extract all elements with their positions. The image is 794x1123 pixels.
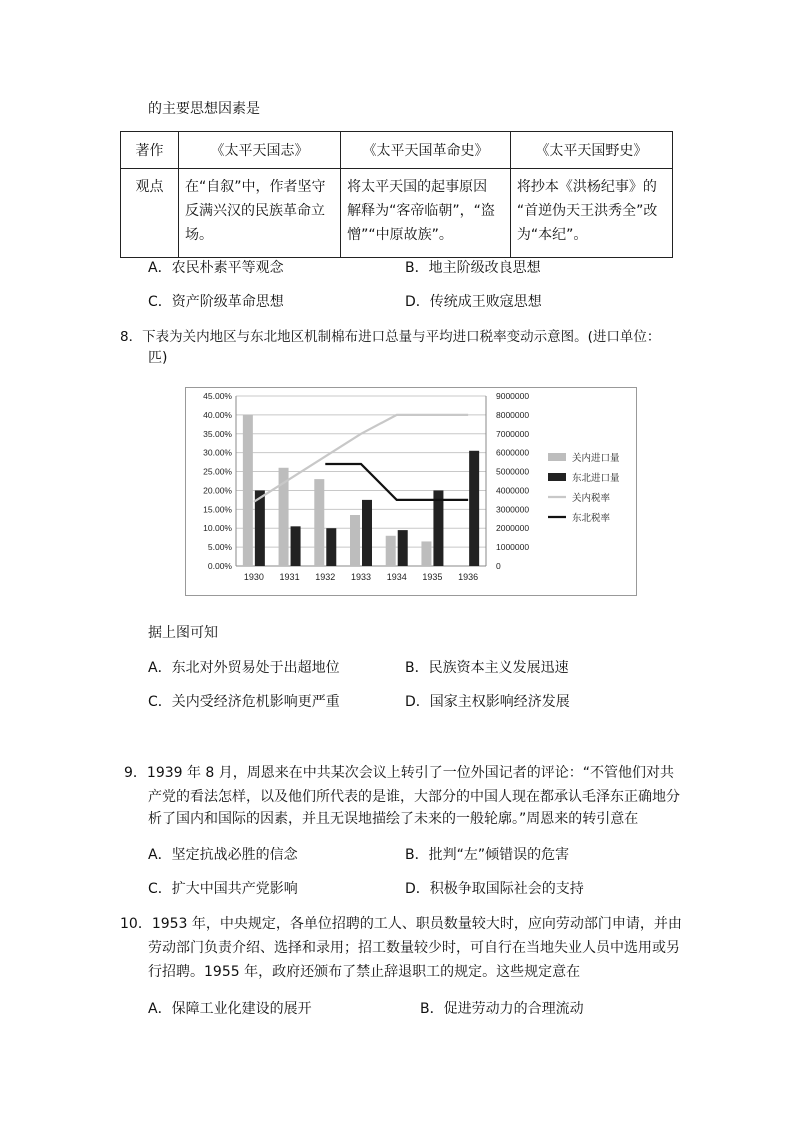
q8-stem-line2: 匹) bbox=[148, 350, 168, 366]
table-row bbox=[121, 169, 673, 258]
x-tick-label: 1931 bbox=[279, 572, 300, 582]
left-axis-tick-label: 40.00% bbox=[203, 409, 232, 420]
q9-option-d: D．积极争取国际社会的支持 bbox=[405, 881, 584, 897]
legend-label: 东北进口量 bbox=[572, 473, 620, 484]
q9-option-b: B．批判“左”倾错误的危害 bbox=[405, 847, 570, 863]
table-header-cell: 《太平天国志》 bbox=[179, 132, 341, 169]
bar-东北进口量 bbox=[469, 451, 479, 566]
right-axis-tick-label: 1000000 bbox=[496, 542, 530, 553]
x-tick-label: 1934 bbox=[386, 572, 407, 582]
left-axis-tick-label: 25.00% bbox=[203, 466, 232, 477]
table-row bbox=[121, 132, 673, 169]
q7-option-c: C．资产阶级革命思想 bbox=[148, 294, 284, 310]
bar-东北进口量 bbox=[326, 528, 336, 566]
left-axis-tick-label: 45.00% bbox=[203, 391, 232, 401]
left-axis-tick-label: 35.00% bbox=[203, 428, 232, 439]
bar-东北进口量 bbox=[433, 490, 443, 566]
right-axis-tick-label: 7000000 bbox=[496, 428, 530, 439]
bar-关内进口量 bbox=[314, 479, 324, 566]
left-axis-tick-label: 5.00% bbox=[207, 542, 232, 553]
right-axis-tick-label: 6000000 bbox=[496, 447, 530, 458]
table-header-cell: 著作 bbox=[121, 132, 179, 169]
right-axis-tick-label: 4000000 bbox=[496, 485, 530, 496]
bar-东北进口量 bbox=[255, 490, 265, 566]
bar-关内进口量 bbox=[350, 515, 360, 566]
q7-option-d: D．传统成王败寇思想 bbox=[405, 294, 542, 310]
legend-label: 关内税率 bbox=[572, 493, 611, 504]
legend-swatch bbox=[548, 473, 566, 481]
x-tick-label: 1935 bbox=[422, 572, 443, 582]
cell-line: 场。 bbox=[185, 227, 213, 243]
row-label: 观点 bbox=[121, 169, 179, 258]
q7-stem-tail: 的主要思想因素是 bbox=[148, 101, 260, 117]
table-header-cell: 《太平天国野史》 bbox=[510, 132, 672, 169]
q8-stem-line1: 8．下表为关内地区与东北地区机制棉布进口总量与平均进口税率变动示意图。(进口单位： bbox=[120, 329, 661, 345]
table-cell bbox=[341, 169, 511, 258]
x-tick-label: 1933 bbox=[350, 572, 372, 582]
q10-stem-line1: 10．1953 年，中央规定，各单位招聘的工人、职员数量较大时，应向劳动部门申请，并由 bbox=[120, 916, 682, 932]
right-axis-tick-label: 5000000 bbox=[496, 466, 530, 477]
table-cell bbox=[179, 169, 341, 258]
q7-option-a: A．农民朴素平等观念 bbox=[148, 260, 284, 276]
q9-stem-line2: 产党的看法怎样，以及他们所代表的是谁，大部分的中国人现在都承认毛泽东正确地分 bbox=[148, 789, 680, 805]
right-axis-tick-label: 0 bbox=[496, 561, 501, 571]
q9-option-c: C．扩大中国共产党影响 bbox=[148, 881, 298, 897]
table-header-cell: 《太平天国革命史》 bbox=[341, 132, 511, 169]
legend-label: 东北税率 bbox=[572, 513, 611, 524]
table-cell bbox=[510, 169, 672, 258]
bar-东北进口量 bbox=[398, 530, 408, 566]
legend-swatch bbox=[548, 453, 566, 461]
cell-line: “首逆伪天王洪秀全”改 bbox=[516, 203, 658, 219]
q8-option-a: A．东北对外贸易处于出超地位 bbox=[148, 660, 340, 676]
cell-line: 在“自叙”中，作者坚守 bbox=[185, 179, 326, 195]
import-chart bbox=[185, 387, 637, 596]
q10-option-b: B．促进劳动力的合理流动 bbox=[420, 1001, 584, 1017]
chart-svg bbox=[186, 388, 636, 595]
left-axis-tick-label: 10.00% bbox=[203, 523, 232, 534]
q9-option-a: A．坚定抗战必胜的信念 bbox=[148, 847, 298, 863]
legend-label: 关内进口量 bbox=[572, 453, 620, 464]
q9-stem-line3: 析了国内和国际的因素，并且无误地描绘了未来的一般轮廓。”周恩来的转引意在 bbox=[148, 811, 639, 827]
bar-关内进口量 bbox=[243, 415, 253, 566]
q8-option-c: C．关内受经济危机影响更严重 bbox=[148, 694, 340, 710]
x-tick-label: 1930 bbox=[243, 572, 264, 582]
q9-stem-line1: 9．1939 年 8 月，周恩来在中共某次会议上转引了一位外国记者的评论：“不管他们对共 bbox=[124, 765, 675, 781]
q10-option-a: A．保障工业化建设的展开 bbox=[148, 1001, 312, 1017]
cell-line: 解释为“客帝临朝”，“盗 bbox=[347, 203, 495, 219]
bar-东北进口量 bbox=[291, 526, 301, 566]
q8-after-chart: 据上图可知 bbox=[148, 625, 218, 641]
q10-stem-line2: 劳动部门负责介绍、选择和录用；招工数量较少时，可自行在当地失业人员中选用或另 bbox=[148, 940, 680, 956]
bar-关内进口量 bbox=[421, 541, 431, 566]
bar-东北进口量 bbox=[362, 500, 372, 566]
left-axis-tick-label: 20.00% bbox=[203, 485, 232, 496]
q7-table bbox=[120, 131, 673, 258]
q10-stem-line3: 行招聘。1955 年，政府还颁布了禁止辞退职工的规定。这些规定意在 bbox=[148, 964, 581, 980]
line-东北税率 bbox=[325, 464, 468, 500]
x-tick-label: 1936 bbox=[458, 572, 479, 582]
q8-option-d: D．国家主权影响经济发展 bbox=[405, 694, 570, 710]
bar-关内进口量 bbox=[386, 536, 396, 566]
cell-line: 憎”“中原故族”。 bbox=[347, 227, 453, 243]
left-axis-tick-label: 30.00% bbox=[203, 447, 232, 458]
right-axis-tick-label: 3000000 bbox=[496, 504, 530, 515]
right-axis-tick-label: 9000000 bbox=[496, 391, 530, 401]
cell-line: 为“本纪”。 bbox=[516, 227, 588, 243]
right-axis-tick-label: 2000000 bbox=[496, 523, 530, 534]
q8-option-b: B．民族资本主义发展迅速 bbox=[405, 660, 569, 676]
left-axis-tick-label: 0.00% bbox=[207, 561, 232, 571]
x-tick-label: 1932 bbox=[315, 572, 336, 582]
cell-line: 将太平天国的起事原因 bbox=[347, 179, 488, 195]
cell-line: 反满兴汉的民族革命立 bbox=[185, 203, 325, 219]
q7-option-b: B．地主阶级改良思想 bbox=[405, 260, 541, 276]
left-axis-tick-label: 15.00% bbox=[203, 504, 232, 515]
cell-line: 将抄本《洪杨纪事》的 bbox=[516, 179, 657, 195]
right-axis-tick-label: 8000000 bbox=[496, 409, 530, 420]
